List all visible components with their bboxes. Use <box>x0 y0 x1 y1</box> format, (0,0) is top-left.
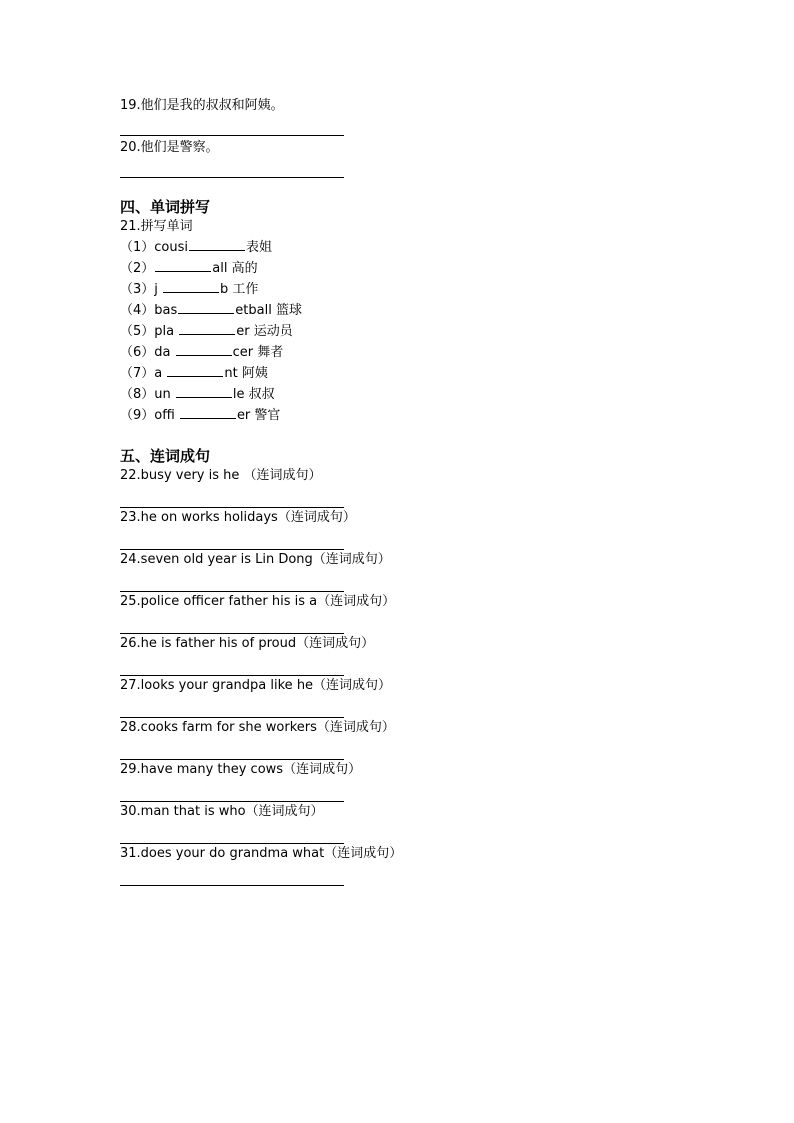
worksheet-content <box>120 96 680 886</box>
question-28: 28.cooks farm for she workers（连词成句） <box>120 720 395 735</box>
item-prefix: j <box>154 282 163 297</box>
question-21: 21.拼写单词 <box>120 219 193 234</box>
item-suffix: nt 阿姨 <box>224 366 268 381</box>
item-suffix: cer 舞者 <box>232 345 284 360</box>
answer-line-25[interactable] <box>120 612 344 634</box>
spelling-item-1 <box>120 237 680 258</box>
answer-line-22[interactable] <box>120 486 344 508</box>
spelling-blank-1[interactable] <box>189 237 245 251</box>
spelling-item-7 <box>120 363 680 384</box>
word-order-questions <box>120 466 680 886</box>
answer-line-23[interactable] <box>120 528 344 550</box>
spelling-item-4 <box>120 300 680 321</box>
spelling-item-8 <box>120 384 680 405</box>
spelling-blank-8[interactable] <box>176 384 232 398</box>
section-5-title: 五、连词成句 <box>120 447 211 465</box>
item-number: （8） <box>120 387 155 402</box>
item-number: （6） <box>120 345 155 360</box>
item-prefix: bas <box>154 303 178 318</box>
answer-line-31[interactable] <box>120 864 344 886</box>
item-suffix: 表姐 <box>246 240 273 255</box>
answer-line-26[interactable] <box>120 654 344 676</box>
item-suffix: le 叔叔 <box>232 387 275 402</box>
translation-questions <box>120 96 680 178</box>
item-number: （1） <box>120 240 155 255</box>
item-number: （5） <box>120 324 155 339</box>
item-prefix: pla <box>154 324 179 339</box>
item-suffix: er 警官 <box>236 408 281 423</box>
answer-line-28[interactable] <box>120 738 344 760</box>
item-prefix: da <box>154 345 175 360</box>
answer-line-30[interactable] <box>120 822 344 844</box>
question-26: 26.he is father his of proud（连词成句） <box>120 636 375 651</box>
question-19: 19.他们是我的叔叔和阿姨。 <box>120 98 284 113</box>
item-prefix: a <box>154 366 167 381</box>
item-number: （3） <box>120 282 155 297</box>
answer-line-19[interactable] <box>120 116 344 136</box>
spelling-item-9 <box>120 405 680 426</box>
answer-line-24[interactable] <box>120 570 344 592</box>
spelling-item-5 <box>120 321 680 342</box>
question-31: 31.does your do grandma what（连词成句） <box>120 846 403 861</box>
answer-line-27[interactable] <box>120 696 344 718</box>
item-number: （2） <box>120 261 155 276</box>
question-27: 27.looks your grandpa like he（连词成句） <box>120 678 392 693</box>
spelling-item-2 <box>120 258 680 279</box>
answer-line-20[interactable] <box>120 158 344 178</box>
question-24: 24.seven old year is Lin Dong（连词成句） <box>120 552 391 567</box>
question-29: 29.have many they cows（连词成句） <box>120 762 362 777</box>
spelling-item-3 <box>120 279 680 300</box>
item-suffix: all 高的 <box>212 261 258 276</box>
item-number: （4） <box>120 303 155 318</box>
spelling-blank-7[interactable] <box>167 363 223 377</box>
question-30: 30.man that is who（连词成句） <box>120 804 324 819</box>
item-number: （7） <box>120 366 155 381</box>
item-prefix: offi <box>154 408 179 423</box>
spelling-blank-3[interactable] <box>163 279 219 293</box>
section-4-title: 四、单词拼写 <box>120 198 211 216</box>
item-prefix: un <box>154 387 175 402</box>
spelling-blank-9[interactable] <box>180 405 236 419</box>
spelling-item-6 <box>120 342 680 363</box>
spelling-blank-5[interactable] <box>179 321 235 335</box>
spelling-list <box>120 237 680 426</box>
question-20: 20.他们是警察。 <box>120 140 219 155</box>
item-suffix: er 运动员 <box>236 324 293 339</box>
question-22: 22.busy very is he （连词成句） <box>120 468 322 483</box>
question-25: 25.police officer father his is a（连词成句） <box>120 594 396 609</box>
answer-line-29[interactable] <box>120 780 344 802</box>
item-suffix: b 工作 <box>220 282 259 297</box>
item-number: （9） <box>120 408 155 423</box>
spelling-blank-6[interactable] <box>176 342 232 356</box>
item-suffix: etball 篮球 <box>235 303 302 318</box>
spelling-blank-2[interactable] <box>155 258 211 272</box>
spelling-blank-4[interactable] <box>178 300 234 314</box>
question-23: 23.he on works holidays（连词成句） <box>120 510 356 525</box>
item-prefix: cousi <box>154 240 189 255</box>
